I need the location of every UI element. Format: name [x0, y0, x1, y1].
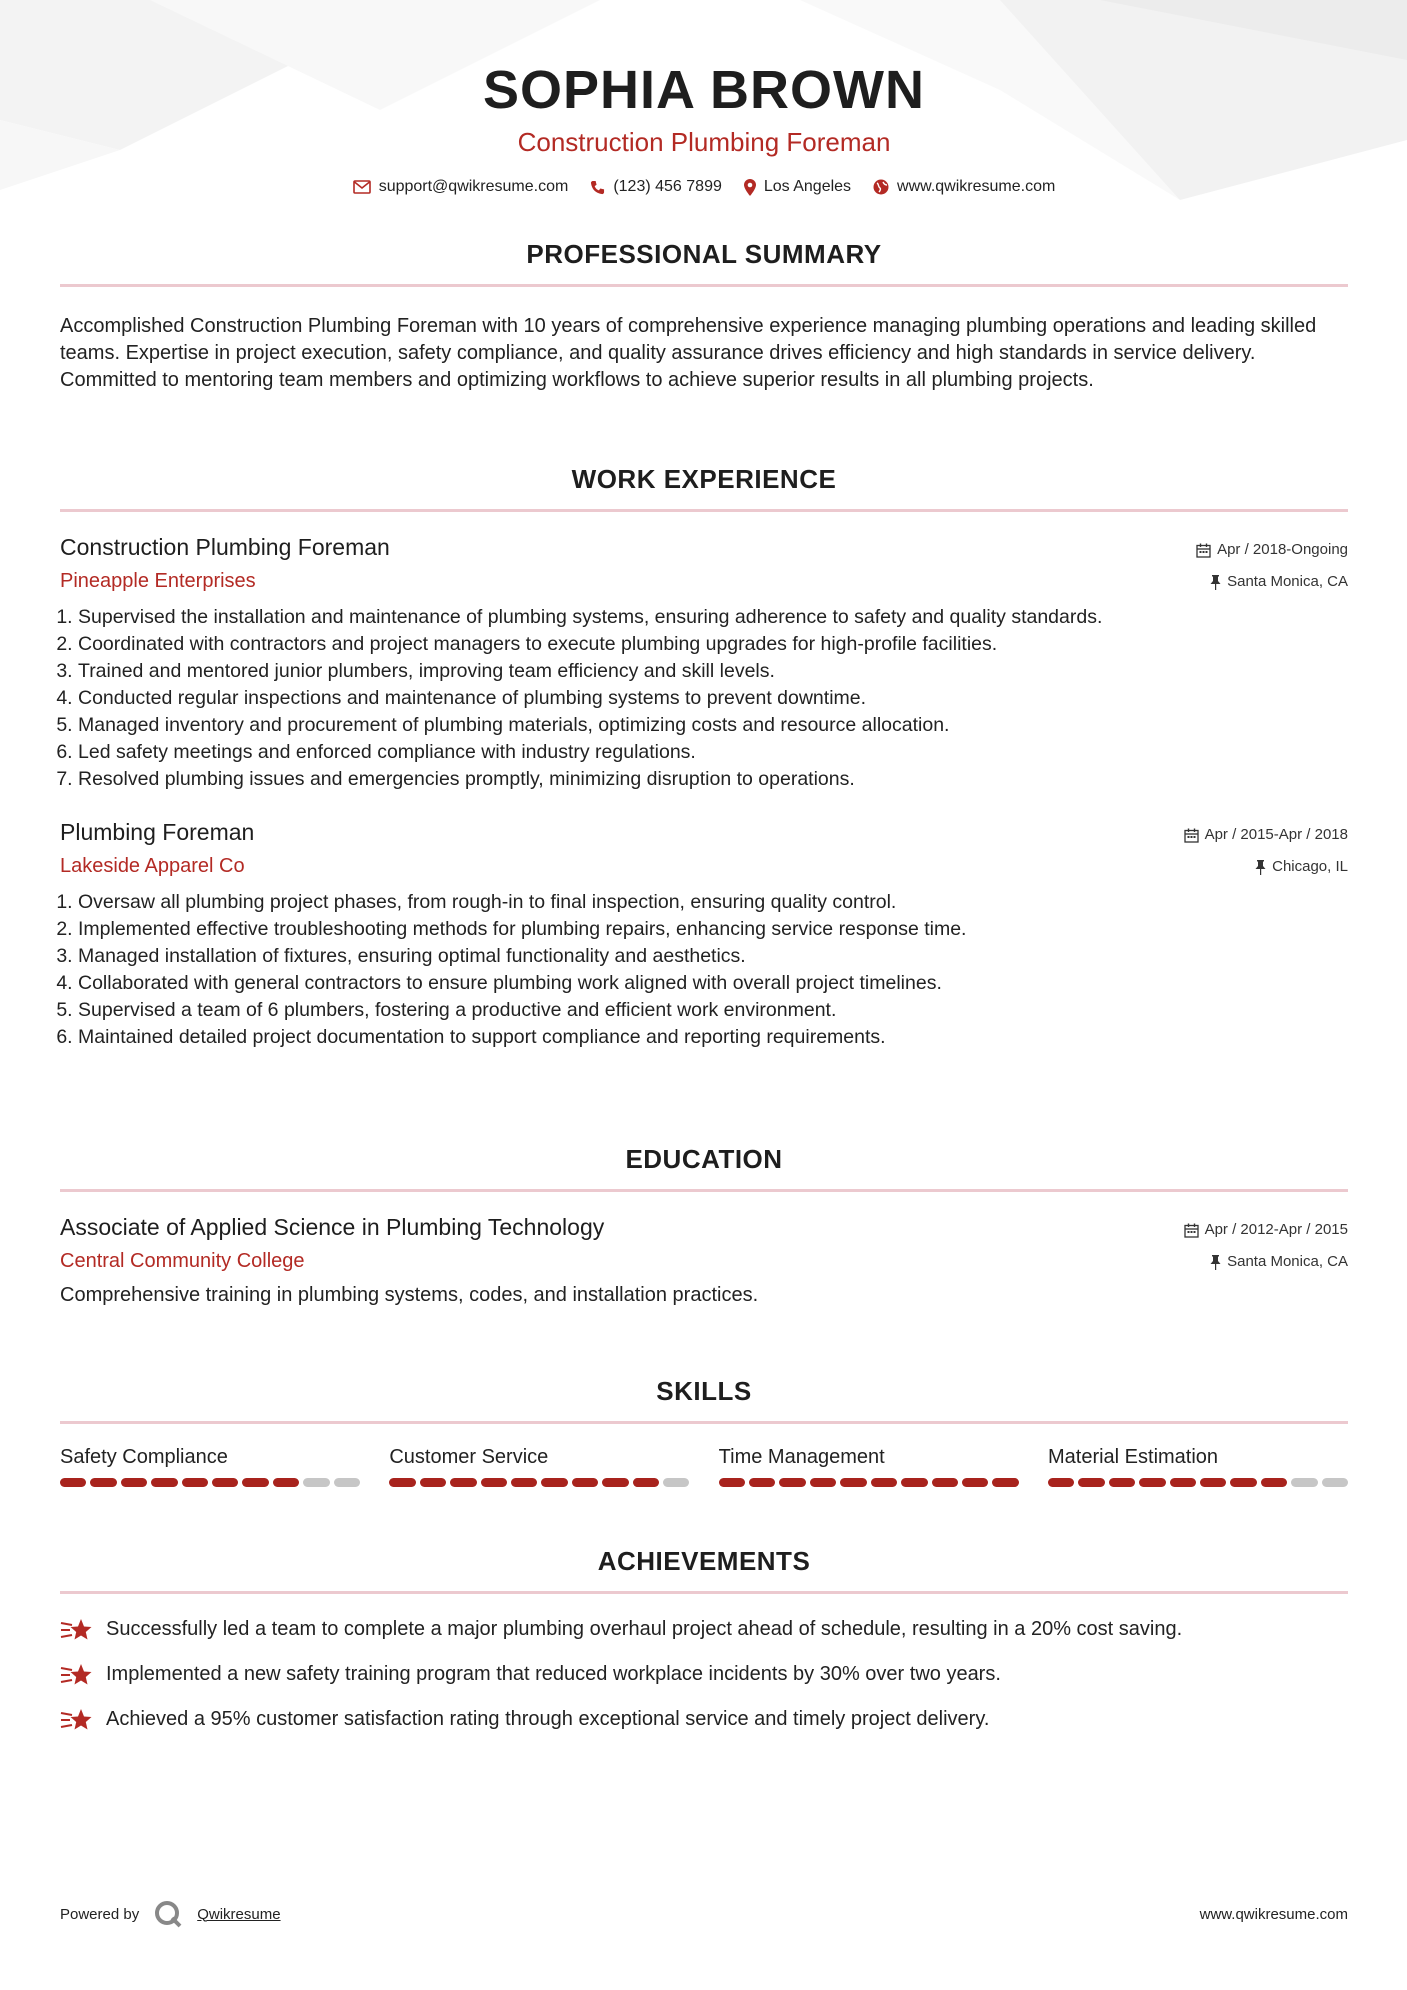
- education-dates: Apr / 2012-Apr / 2015: [1204, 1221, 1348, 1238]
- job-title: Construction Plumbing Foreman: [60, 534, 390, 560]
- candidate-name: SOPHIA BROWN: [483, 60, 925, 120]
- achievement-text: Implemented a new safety training program that reduced workplace incidents by 30% over two years.: [106, 1663, 1001, 1685]
- website-text: www.qwikresume.com: [897, 178, 1056, 195]
- job-location: Chicago, IL: [1272, 858, 1348, 875]
- calendar-icon: [1196, 543, 1211, 558]
- skill-segment-filled: [273, 1478, 299, 1487]
- skill-segment-filled: [450, 1478, 476, 1487]
- list-item: 1. Supervised the installation and maintenance of plumbing systems, ensuring adherence to safety and quality standards.: [78, 604, 1348, 631]
- education-section: [60, 1143, 1348, 1309]
- skill-segment-filled: [60, 1478, 86, 1487]
- skill-segment-filled: [840, 1478, 866, 1487]
- calendar-icon: [1184, 828, 1199, 843]
- skill-segment-filled: [1200, 1478, 1226, 1487]
- skill-segment-filled: [962, 1478, 988, 1487]
- shooting-star-icon: [60, 1617, 92, 1643]
- list-item: 3. Managed installation of fixtures, ensuring optimal functionality and aesthetics.: [78, 943, 1348, 970]
- skill-segment-empty: [663, 1478, 689, 1487]
- skill-segment-filled: [749, 1478, 775, 1487]
- list-item: 5. Managed inventory and procurement of plumbing materials, optimizing costs and resource allocation.: [78, 712, 1348, 739]
- job-title: Plumbing Foreman: [60, 819, 255, 845]
- skill-segment-empty: [334, 1478, 360, 1487]
- summary-text: Accomplished Construction Plumbing Foreman with 10 years of comprehensive experience managing plumbing operations and leading skilled teams. Expertise in project execution, safety compliance, and quality assurance drives efficiency and high standards in service delivery. Committed to mentoring team members and optimizing workflows to achieve superior results in all plumbing projects.: [60, 315, 1317, 391]
- skill-segment-filled: [572, 1478, 598, 1487]
- skill-segment-filled: [602, 1478, 628, 1487]
- skill-segment-filled: [1048, 1478, 1074, 1487]
- skill-level-bar: [389, 1478, 689, 1487]
- skill-name: Customer Service: [389, 1446, 549, 1468]
- skill-segment-filled: [182, 1478, 208, 1487]
- globe-icon: [873, 179, 889, 195]
- skill-segment-filled: [810, 1478, 836, 1487]
- experience-heading: WORK EXPERIENCE: [60, 463, 1348, 512]
- list-item: 7. Resolved plumbing issues and emergencies promptly, minimizing disruption to operations.: [78, 766, 1348, 793]
- experience-section: [60, 463, 1348, 1051]
- education-entry: [60, 1212, 1348, 1309]
- skill-segment-filled: [541, 1478, 567, 1487]
- skill-segment-filled: [719, 1478, 745, 1487]
- education-location: Santa Monica, CA: [1227, 1253, 1348, 1270]
- skill-segment-filled: [1230, 1478, 1256, 1487]
- shooting-star-icon: [60, 1707, 92, 1733]
- pushpin-icon: [1210, 575, 1221, 590]
- skill-segment-filled: [420, 1478, 446, 1487]
- skill-item: [60, 1444, 360, 1487]
- achievement-text: Achieved a 95% customer satisfaction rating through exceptional service and timely project delivery.: [106, 1708, 990, 1730]
- resume-header: [60, 0, 1348, 196]
- skill-segment-filled: [779, 1478, 805, 1487]
- list-item: 2. Coordinated with contractors and project managers to execute plumbing upgrades for high-profile facilities.: [78, 631, 1348, 658]
- skill-segment-filled: [90, 1478, 116, 1487]
- shooting-star-icon: [60, 1662, 92, 1688]
- skill-segment-filled: [1109, 1478, 1135, 1487]
- job-dates: Apr / 2018-Ongoing: [1217, 541, 1348, 558]
- skill-segment-filled: [1078, 1478, 1104, 1487]
- skills-heading: SKILLS: [60, 1375, 1348, 1424]
- skill-segment-filled: [901, 1478, 927, 1487]
- education-meta: [1184, 1212, 1348, 1274]
- skill-item: [1048, 1444, 1348, 1487]
- list-item: 6. Maintained detailed project documentation to support compliance and reporting requirements.: [78, 1024, 1348, 1051]
- skill-segment-filled: [871, 1478, 897, 1487]
- job-meta: [1196, 532, 1348, 594]
- skill-segment-filled: [151, 1478, 177, 1487]
- email-text: support@qwikresume.com: [378, 178, 569, 195]
- list-item: 4. Conducted regular inspections and maintenance of plumbing systems to prevent downtime.: [78, 685, 1348, 712]
- summary-heading: PROFESSIONAL SUMMARY: [60, 238, 1348, 287]
- footer-website[interactable]: www.qwikresume.com: [1199, 1905, 1348, 1923]
- list-item: 4. Collaborated with general contractors to ensure plumbing work aligned with overall project timelines.: [78, 970, 1348, 997]
- contact-phone[interactable]: [590, 178, 722, 196]
- skill-segment-filled: [481, 1478, 507, 1487]
- pushpin-icon: [1255, 860, 1266, 875]
- job-dates: Apr / 2015-Apr / 2018: [1204, 826, 1348, 843]
- education-heading: EDUCATION: [60, 1143, 1348, 1192]
- degree-title: Associate of Applied Science in Plumbing Technology: [60, 1214, 605, 1240]
- contact-email[interactable]: [353, 178, 569, 196]
- phone-icon: [590, 180, 605, 195]
- summary-section: [60, 238, 1348, 394]
- page-footer: [60, 1900, 1348, 1928]
- skill-segment-filled: [992, 1478, 1018, 1487]
- skill-segment-empty: [1322, 1478, 1348, 1487]
- qwikresume-logo-icon: [153, 1900, 183, 1928]
- achievement-item: [60, 1616, 1348, 1643]
- achievement-text: Successfully led a team to complete a major plumbing overhaul project ahead of schedule, resulting in a 20% cost saving.: [106, 1618, 1183, 1640]
- skill-segment-filled: [242, 1478, 268, 1487]
- skill-segment-filled: [212, 1478, 238, 1487]
- job-meta: [1184, 817, 1348, 879]
- candidate-title: Construction Plumbing Foreman: [517, 127, 891, 157]
- job-entry: [60, 817, 1348, 1051]
- skill-name: Time Management: [718, 1446, 885, 1468]
- list-item: 1. Oversaw all plumbing project phases, from rough-in to final inspection, ensuring quality control.: [78, 889, 1348, 916]
- skill-segment-filled: [121, 1478, 147, 1487]
- skill-name: Safety Compliance: [60, 1446, 228, 1468]
- skill-segment-filled: [1170, 1478, 1196, 1487]
- phone-text: (123) 456 7899: [613, 178, 722, 195]
- skill-segment-filled: [633, 1478, 659, 1487]
- contact-bar: [60, 178, 1348, 196]
- skill-segment-empty: [303, 1478, 329, 1487]
- location-text: Los Angeles: [763, 178, 852, 195]
- resume-page: [60, 0, 1348, 1730]
- skill-level-bar: [60, 1478, 360, 1487]
- skill-level-bar: [719, 1478, 1019, 1487]
- calendar-icon: [1184, 1223, 1199, 1238]
- skill-level-bar: [1048, 1478, 1348, 1487]
- powered-by: [60, 1900, 281, 1928]
- job-bullets: [60, 604, 1348, 793]
- list-item: 2. Implemented effective troubleshooting methods for plumbing repairs, enhancing service response time.: [78, 916, 1348, 943]
- list-item: 6. Led safety meetings and enforced compliance with industry regulations.: [78, 739, 1348, 766]
- list-item: 5. Supervised a team of 6 plumbers, fostering a productive and efficient work environment.: [78, 997, 1348, 1024]
- school-name: Central Community College: [60, 1250, 305, 1272]
- skill-segment-filled: [932, 1478, 958, 1487]
- achievement-item: [60, 1661, 1348, 1688]
- job-bullets: [60, 889, 1348, 1051]
- achievements-list: [60, 1616, 1348, 1733]
- qwikresume-link[interactable]: Qwikresume: [197, 1905, 281, 1923]
- job-location: Santa Monica, CA: [1227, 573, 1348, 590]
- skill-item: [719, 1444, 1019, 1487]
- contact-location: [744, 178, 851, 196]
- skill-segment-filled: [511, 1478, 537, 1487]
- skills-section: [60, 1375, 1348, 1487]
- achievement-item: [60, 1706, 1348, 1733]
- skills-list: [60, 1444, 1348, 1487]
- education-description: Comprehensive training in plumbing systems, codes, and installation practices.: [60, 1284, 759, 1306]
- map-pin-icon: [744, 179, 756, 196]
- envelope-icon: [353, 180, 371, 194]
- pushpin-icon: [1210, 1255, 1221, 1270]
- list-item: 3. Trained and mentored junior plumbers, improving team efficiency and skill levels.: [78, 658, 1348, 685]
- achievements-section: [60, 1545, 1348, 1733]
- job-company: Pineapple Enterprises: [60, 570, 256, 592]
- skill-segment-filled: [389, 1478, 415, 1487]
- powered-by-label: Powered by: [60, 1905, 140, 1923]
- job-company: Lakeside Apparel Co: [60, 855, 245, 877]
- skill-item: [389, 1444, 689, 1487]
- skill-segment-empty: [1291, 1478, 1317, 1487]
- skill-segment-filled: [1139, 1478, 1165, 1487]
- job-entry: [60, 532, 1348, 793]
- skill-name: Material Estimation: [1047, 1446, 1219, 1468]
- achievements-heading: ACHIEVEMENTS: [60, 1545, 1348, 1594]
- contact-website[interactable]: [873, 178, 1055, 196]
- skill-segment-filled: [1261, 1478, 1287, 1487]
